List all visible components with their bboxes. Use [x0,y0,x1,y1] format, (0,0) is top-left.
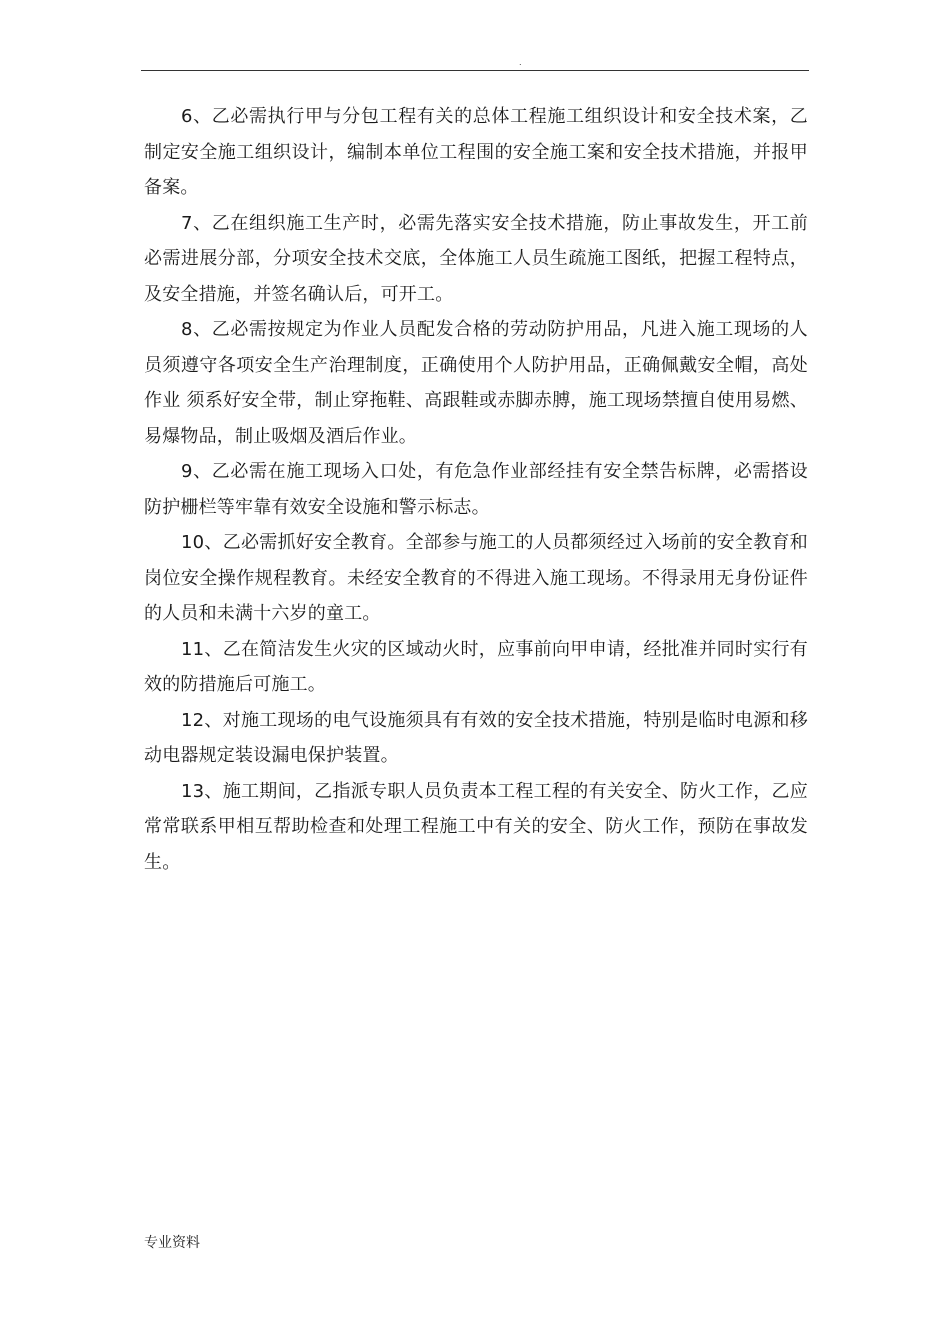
page-footer: 专业资料 [144,1235,200,1251]
clause-9: 9、乙必需在施工现场入口处，有危急作业部经挂有安全禁告标牌，必需搭设防护栅栏等牢靠有效安全设施和警示标志。 [144,461,808,518]
clause-7: 7、乙在组织施工生产时，必需先落实安全技术措施，防止事故发生，开工前必需进展分部，分项安全技术交底，全体施工人员生疏施工图纸，把握工程特点，及安全措施，并签名确认后，可开工。 [144,212,808,305]
clause-13: 13、施工期间，乙指派专职人员负责本工程工程的有关安全、防火工作，乙应常常联系甲相互帮助检查和处理工程施工中有关的安全、防火工作，预防在事故发生。 [144,780,808,873]
clause-6: 6、乙必需执行甲与分包工程有关的总体工程施工组织设计和安全技术案，乙制定安全施工组织设计，编制本单位工程围的安全施工案和安全技术措施，并报甲备案。 [144,106,808,198]
header-mark: . [519,58,522,67]
header-divider [141,70,809,71]
clause-11: 11、乙在简洁发生火灾的区域动火时，应事前向甲申请，经批准并同时实行有效的防措施后可施工。 [144,638,808,695]
clause-8: 8、乙必需按规定为作业人员配发合格的劳动防护用品，凡进入施工现场的人员须遵守各项安全生产治理制度，正确使用个人防护用品，正确佩戴安全帽，高处作业 须系好安全带，制止穿拖鞋、高跟鞋或赤脚赤膊，施工现场禁擅自使用易燃、易爆物品，制止吸烟及酒后作业。 [144,319,808,447]
clause-12: 12、对施工现场的电气设施须具有有效的安全技术措施，特别是临时电源和移动电器规定装设漏电保护装置。 [144,709,808,766]
clause-10: 10、乙必需抓好安全教育。全部参与施工的人员都须经过入场前的安全教育和岗位安全操作规程教育。未经安全教育的不得进入施工现场。不得录用无身份证件的人员和未满十六岁的童工。 [144,532,808,624]
document-body [144,99,808,880]
